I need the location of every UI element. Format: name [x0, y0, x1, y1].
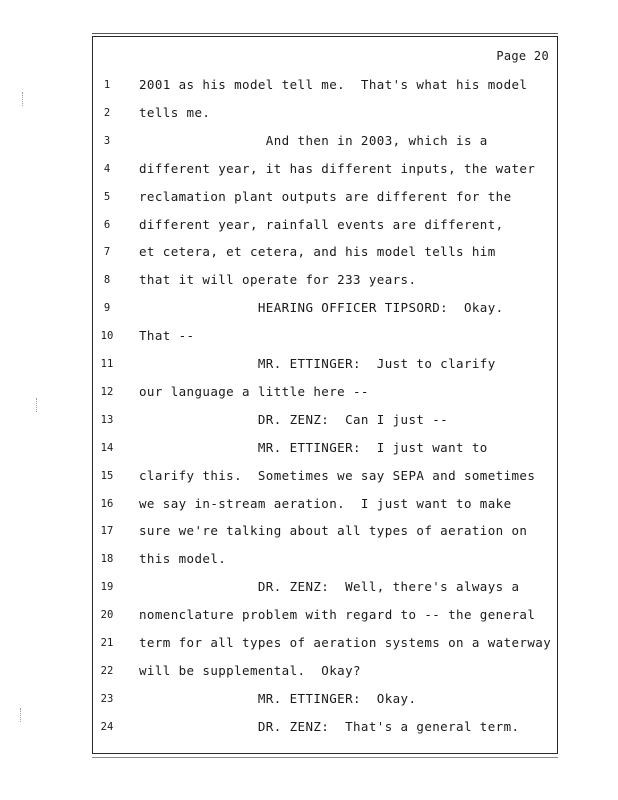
line-number: 8 — [103, 274, 111, 287]
transcript-line — [93, 438, 559, 458]
transcript-page — [92, 36, 558, 754]
line-number: 9 — [103, 302, 111, 315]
transcript-line — [93, 382, 559, 402]
line-number: 10 — [100, 330, 114, 343]
transcript-line — [93, 549, 559, 569]
line-number: 1 — [103, 79, 111, 91]
transcript-line — [93, 103, 559, 123]
line-text: this model. — [139, 551, 227, 567]
line-text: tells me. — [139, 104, 211, 120]
line-number: 6 — [103, 218, 111, 231]
line-text: MR. ETTINGER: I just want to — [139, 439, 488, 455]
line-number: 5 — [103, 190, 111, 203]
line-text: HEARING OFFICER TIPSORD: Okay. — [139, 300, 504, 316]
transcript-line — [93, 326, 559, 346]
line-number: 2 — [103, 106, 111, 119]
transcript-line — [93, 661, 559, 681]
line-text: clarify this. Sometimes we say SEPA and sometimes — [139, 467, 536, 483]
line-number: 20 — [100, 609, 114, 622]
bottom-rule — [92, 757, 558, 758]
line-number: 7 — [103, 246, 111, 259]
line-text: DR. ZENZ: That's a general term. — [139, 718, 520, 734]
line-number: 3 — [103, 134, 111, 147]
line-text: That -- — [139, 328, 195, 344]
transcript-line — [93, 466, 559, 486]
transcript-line — [93, 242, 559, 262]
line-text: et cetera, et cetera, and his model tells him — [139, 244, 496, 260]
line-text: DR. ZENZ: Can I just -- — [139, 411, 449, 427]
transcript-line — [93, 605, 559, 625]
line-text: 2001 as his model tell me. That's what his model — [139, 77, 528, 92]
transcript-line — [93, 717, 559, 737]
transcript-line — [93, 354, 559, 374]
line-number: 14 — [100, 441, 114, 454]
line-text: And then in 2003, which is a — [139, 132, 488, 148]
transcript-line — [93, 494, 559, 514]
line-number: 23 — [100, 692, 114, 705]
line-text: different year, rainfall events are different, — [139, 216, 504, 232]
line-text: MR. ETTINGER: Just to clarify — [139, 356, 496, 371]
line-number: 4 — [103, 162, 111, 175]
line-text: our language a little here -- — [139, 383, 369, 399]
line-number: 11 — [100, 358, 114, 370]
margin-mark — [36, 398, 40, 412]
margin-mark — [22, 92, 26, 106]
transcript-line — [93, 131, 559, 151]
transcript-line — [93, 410, 559, 430]
line-text: will be supplemental. Okay? — [139, 662, 361, 678]
line-number: 12 — [100, 385, 114, 398]
line-text: that it will operate for 233 years. — [139, 272, 417, 288]
transcript-line — [93, 298, 559, 318]
transcript-line — [93, 521, 559, 541]
line-number: 22 — [100, 664, 114, 677]
margin-mark — [20, 708, 24, 722]
line-number: 16 — [100, 497, 114, 510]
transcript-line — [93, 187, 559, 207]
line-number: 19 — [100, 581, 114, 594]
line-text: MR. ETTINGER: Okay. — [139, 690, 417, 706]
line-number: 17 — [100, 525, 114, 538]
page-number: Page 20 — [496, 49, 549, 63]
transcript-line — [93, 159, 559, 179]
transcript-line — [93, 689, 559, 709]
line-text: DR. ZENZ: Well, there's always a — [139, 579, 520, 595]
line-text: we say in-stream aeration. I just want to make — [139, 495, 512, 511]
line-number: 21 — [100, 637, 114, 649]
line-number: 15 — [100, 469, 114, 482]
line-number: 18 — [100, 553, 114, 566]
transcript-line — [93, 270, 559, 290]
transcript-line — [93, 215, 559, 235]
transcript-line — [93, 633, 559, 653]
line-text: sure we're talking about all types of aeration on — [139, 523, 528, 539]
line-text: nomenclature problem with regard to -- the general — [139, 607, 536, 623]
line-text: different year, it has different inputs, the water — [139, 160, 536, 176]
line-number: 13 — [100, 413, 114, 426]
transcript-line — [93, 75, 559, 95]
top-rule — [92, 33, 558, 34]
line-number: 24 — [100, 720, 114, 733]
line-text: term for all types of aeration systems on a waterway — [139, 635, 552, 650]
transcript-line — [93, 577, 559, 597]
line-text: reclamation plant outputs are different for the — [139, 188, 512, 204]
